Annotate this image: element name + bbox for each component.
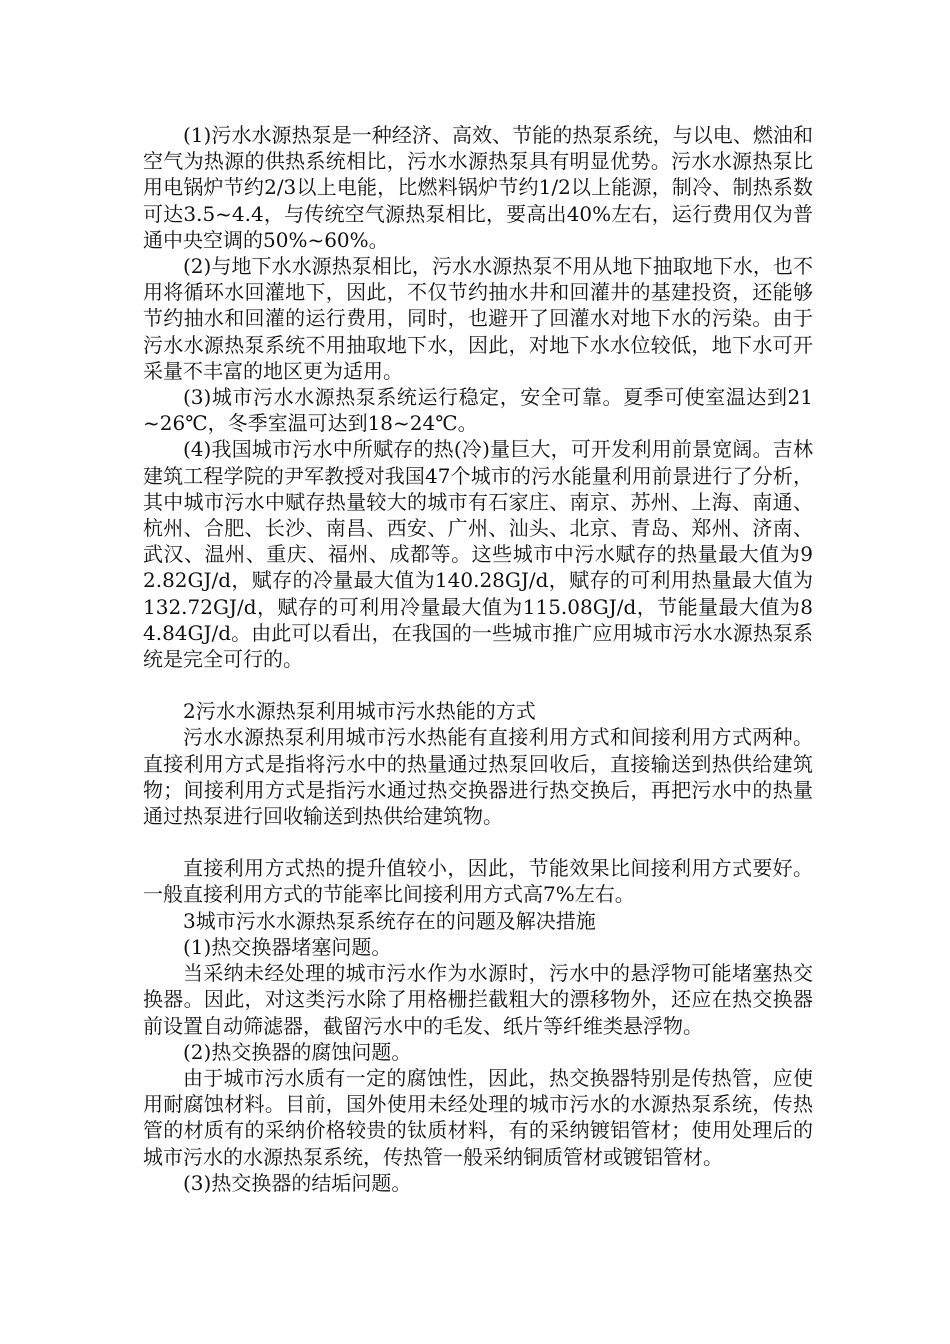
paragraph-advantage-4: (4)我国城市污水中所赋存的热(冷)量巨大，可开发利用前景宽阔。吉林建筑工程学院的尹军教授对我国47个城市的污水能量利用前景进行了分析，其中城市污水中赋存热量较大的城市有石家庄、南京、苏州、上海、南通、杭州、合肥、长沙、南昌、西安、广州、汕头、北京、青岛、郑州、济南、武汉、温州、重庆、福州、成都等。这些城市中污水赋存的热量最大值为92.82GJ/d，赋存的冷量最大值为140.28GJ/d，赋存的可利用热量最大值为132.72GJ/d，赋存的可利用冷量最大值为115.08GJ/d，节能量最大值为84.84GJ/d。由此可以看出，在我国的一些城市推广应用城市污水水源热泵系统是完全可行的。 [143,437,813,672]
document-body [143,122,813,1196]
paragraph-advantage-2: (2)与地下水水源热泵相比，污水水源热泵不用从地下抽取地下水，也不用将循环水回灌地下，因此，不仅节约抽水井和回灌井的基建投资，还能够节约抽水和回灌的运行费用，同时，也避开了回灌水对地下水的污染。由于污水水源热泵系统不用抽取地下水，因此，对地下水水位较低，地下水可开采量不丰富的地区更为适用。 [143,254,813,383]
paragraph-direct-method: 直接利用方式热的提升值较小，因此，节能效果比间接利用方式要好。一般直接利用方式的节能率比间接利用方式高7%左右。 [143,856,813,907]
paragraph-advantage-1: (1)污水水源热泵是一种经济、高效、节能的热泵系统，与以电、燃油和空气为热源的供热系统相比，污水水源热泵具有明显优势。污水水源热泵比用电锅炉节约2/3以上电能，比燃料锅炉节约1/2以上能源，制冷、制热系数可达3.5~4.4，与传统空气源热泵相比，要高出40%左右，运行费用仅为普通中央空调的50%~60%。 [143,123,813,252]
paragraph-utilization-methods: 污水水源热泵利用城市污水热能有直接利用方式和间接利用方式两种。直接利用方式是指将污水中的热量通过热泵回收后，直接输送到热供给建筑物；间接利用方式是指污水通过热交换器进行热交换后，再把污水中的热量通过热泵进行回收输送到热供给建筑物。 [143,725,813,829]
subheading-corrosion: (2)热交换器的腐蚀问题。 [183,1039,412,1064]
paragraph-clogging: 当采纳未经处理的城市污水作为水源时，污水中的悬浮物可能堵塞热交换器。因此，对这类污水除了用格栅拦截粗大的漂移物外，还应在热交换器前设置自动筛滤器，截留污水中的毛发、纸片等纤维类悬浮物。 [143,961,813,1038]
subheading-clogging: (1)热交换器堵塞问题。 [183,934,392,959]
section-spacer [143,672,813,698]
paragraph-advantage-3: (3)城市污水水源热泵系统运行稳定，安全可靠。夏季可使室温达到21~26℃，冬季室温可达到18~24℃。 [143,385,813,436]
subheading-scaling: (3)热交换器的结垢问题。 [183,1170,412,1195]
paragraph-spacer [143,829,813,855]
section-2-heading: 2污水水源热泵利用城市污水热能的方式 [183,699,536,724]
paragraph-corrosion: 由于城市污水质有一定的腐蚀性，因此，热交换器特别是传热管，应使用耐腐蚀材料。目前，国外使用未经处理的城市污水的水源热泵系统，传热管的材质有的采纳价格较贵的钛质材料，有的采纳镀铝管材；使用处理后的城市污水的水源热泵系统，传热管一般采纳铜质管材或镀铝管材。 [143,1065,813,1169]
section-3-heading: 3城市污水水源热泵系统存在的问题及解决措施 [183,908,596,933]
